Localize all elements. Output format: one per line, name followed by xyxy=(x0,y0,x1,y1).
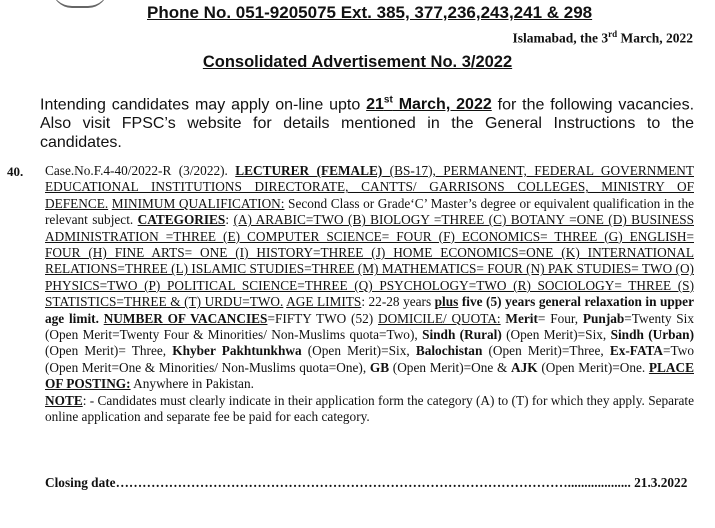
quota-gb-value: (Open Merit)=One & xyxy=(389,359,512,375)
vacancies-count: =FIFTY TWO (52) xyxy=(267,310,378,326)
advertisement-title: Consolidated Advertisement No. 3/2022 xyxy=(202,53,513,71)
categories-label: CATEGORIES xyxy=(137,212,226,228)
issue-date xyxy=(512,29,693,47)
issue-date-rest: March, 2022 xyxy=(617,30,693,46)
deadline-suffix: st xyxy=(383,95,393,106)
post-title: LECTURER (FEMALE) xyxy=(235,163,383,178)
domicile-quota-label: DOMICILE/ QUOTA: xyxy=(377,310,501,326)
vacancies-label: NUMBER OF VACANCIES xyxy=(103,310,268,326)
post-details: (BS-17), PERMANENT, FEDERAL GOVERNMENT EDUCATIONAL INSTITUTIONS DIRECTORATE, CANTTS/ GARRISONS COLLEGES, MINISTRY OF DEFENCE. xyxy=(45,163,694,211)
age-limits-label: AGE LIMITS xyxy=(286,294,362,310)
deadline-day: 21 xyxy=(366,96,384,114)
closing-date-value: 21.3.2022 xyxy=(630,475,688,490)
note-text: : - Candidates must clearly indicate in their application form the category (A) to (T) for which they apply. Separate online application and separate fee be paid for each category. xyxy=(45,392,694,425)
quota-sindh-urban-label: Sindh (Urban) xyxy=(610,327,694,343)
quota-merit-label: Merit xyxy=(505,310,538,326)
quota-balochistan-value: (Open Merit)=Three, xyxy=(482,343,610,359)
min-qualification-text: Second Class or Grade‘C’ Master’s degree or equivalent qualification in the relevant subject. xyxy=(45,195,694,228)
application-deadline xyxy=(366,96,492,113)
intro-text-end: for the following vacancies. Also visit FPSC’s website for details mentioned in the General Instructions to the candidates. xyxy=(40,96,695,152)
place-of-posting-label: PLACE OF POSTING: xyxy=(45,359,694,392)
quota-punjab-value: =Twenty Six (Open Merit=Twenty Four & Minorities/ Non-Muslims quota=Two), xyxy=(45,310,695,343)
quota-sindh-rural-label: Sindh (Rural) xyxy=(422,327,502,343)
age-limits-range: : 22-28 years xyxy=(361,294,435,310)
quota-fata-value: =Two (Open Merit=One & Minorities/ Non-Muslims quota=One), xyxy=(45,343,694,375)
closing-date-label: Closing date xyxy=(45,475,116,490)
issue-date-place: Islamabad, the xyxy=(512,30,602,46)
intro-text-start: Intending candidates may apply on-line upto xyxy=(40,96,367,114)
note-label: NOTE xyxy=(45,392,83,408)
min-qualification-label: MINIMUM QUALIFICATION: xyxy=(111,195,285,211)
quota-kp-label: Khyber Pakhtunkhwa xyxy=(172,343,302,359)
age-relaxation: five (5) years general relaxation in upper age limit. xyxy=(45,294,694,326)
quota-balochistan-label: Balochistan xyxy=(415,343,483,359)
quota-sindh-rural-value: (Open Merit)=Six, xyxy=(501,327,611,343)
case-number: Case.No.F.4-40/2022-R (3/2022). xyxy=(45,163,236,178)
place-of-posting-value: Anywhere in Pakistan. xyxy=(130,376,254,392)
quota-ajk-value: (Open Merit)=One. xyxy=(537,359,649,375)
closing-date-leader: …………………………………………………………………………………………................... xyxy=(115,475,631,490)
emblem-logo-fragment xyxy=(52,0,108,8)
quota-gb-label: GB xyxy=(369,359,390,375)
phone-numbers: Phone No. 051-9205075 Ext. 385, 377,236,243,241 & 298 xyxy=(147,3,593,22)
quota-ajk-label: AJK xyxy=(511,359,538,375)
quota-merit-value: = Four, xyxy=(537,310,583,326)
closing-date-line xyxy=(45,475,694,491)
issue-date-day: 3 xyxy=(601,30,609,46)
intro-paragraph xyxy=(40,91,694,152)
age-limits-plus: plus xyxy=(434,294,459,310)
issue-date-suffix: rd xyxy=(608,29,618,39)
vacancy-item-40 xyxy=(45,163,694,426)
categories-colon: : xyxy=(225,212,234,228)
quota-punjab-label: Punjab xyxy=(582,310,625,326)
quota-kp-value: (Open Merit)=Six, xyxy=(301,343,416,359)
item-number: 40. xyxy=(7,164,24,179)
quota-fata-label: Ex-FATA xyxy=(609,343,664,359)
categories-list: (A) ARABIC=TWO (B) BIOLOGY =THREE (C) BOTANY =ONE (D) BUSINESS ADMINISTRATION =THREE (E) COMPUTER SCIENCE= FOUR (F) ECONOMICS= THREE (G) ENGLISH= FOUR (H) FINE ARTS= ONE (I) HISTORY=THREE (J) HOME ECONOMICS=ONE (K) INTERNATIONAL RELATIONS=THREE (L) ISLAMIC STUDIES=THREE (M) MATHEMATICS= FOUR (N) PAK STUDIES= TWO (O) PHYSICS=TWO (P) POLITICAL SCIENCE=THREE (Q) PSYCHOLOGY=TWO (R) SOCIOLOGY= THREE (S) STATISTICS=THREE & (T) URDU=TWO. xyxy=(45,212,694,310)
quota-sindh-urban-value: (Open Merit)= Three, xyxy=(45,343,173,359)
deadline-month-year: March, 2022 xyxy=(392,96,492,114)
